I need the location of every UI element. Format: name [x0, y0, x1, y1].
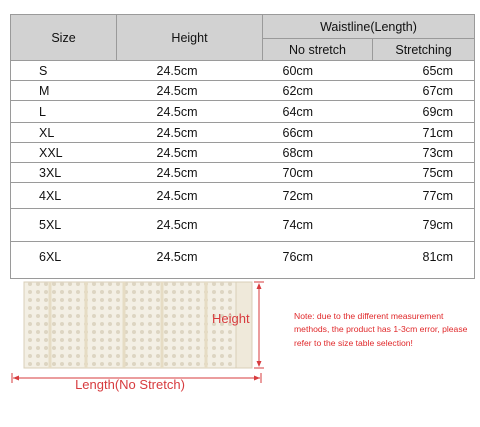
- no-stretch-cell: 60cm: [263, 61, 373, 81]
- size-table: [10, 14, 475, 279]
- product-illustration: [10, 280, 270, 390]
- no-stretch-cell: 74cm: [263, 209, 373, 242]
- size-cell: XXL: [11, 143, 117, 163]
- height-dimension-arrow: [254, 282, 264, 368]
- stretching-cell: 65cm: [373, 61, 475, 81]
- table-row: [11, 81, 475, 101]
- size-cell: M: [11, 81, 117, 101]
- height-cell: 24.5cm: [117, 61, 263, 81]
- height-cell: 24.5cm: [117, 242, 263, 279]
- table-row: [11, 101, 475, 123]
- waistline-header: Waistline(Length): [263, 15, 475, 39]
- no-stretch-cell: 68cm: [263, 143, 373, 163]
- stretching-cell: 73cm: [373, 143, 475, 163]
- height-cell: 24.5cm: [117, 101, 263, 123]
- height-cell: 24.5cm: [117, 143, 263, 163]
- stretching-cell: 77cm: [373, 183, 475, 209]
- size-cell: 3XL: [11, 163, 117, 183]
- size-cell: 4XL: [11, 183, 117, 209]
- no-stretch-cell: 70cm: [263, 163, 373, 183]
- table-row: [11, 163, 475, 183]
- height-cell: 24.5cm: [117, 123, 263, 143]
- height-dimension-label: Height: [212, 311, 250, 326]
- height-cell: 24.5cm: [117, 209, 263, 242]
- table-row: [11, 143, 475, 163]
- height-header: Height: [117, 15, 263, 61]
- height-cell: 24.5cm: [117, 81, 263, 101]
- stretching-cell: 79cm: [373, 209, 475, 242]
- table-row: [11, 209, 475, 242]
- table-row: [11, 242, 475, 279]
- size-cell: XL: [11, 123, 117, 143]
- table-row: [11, 61, 475, 81]
- no-stretch-cell: 72cm: [263, 183, 373, 209]
- height-cell: 24.5cm: [117, 163, 263, 183]
- no-stretch-cell: 62cm: [263, 81, 373, 101]
- stretching-header: Stretching: [373, 39, 475, 61]
- size-header: Size: [11, 15, 117, 61]
- stretching-cell: 67cm: [373, 81, 475, 101]
- height-cell: 24.5cm: [117, 183, 263, 209]
- size-cell: L: [11, 101, 117, 123]
- stretching-cell: 69cm: [373, 101, 475, 123]
- no-stretch-cell: 64cm: [263, 101, 373, 123]
- no-stretch-header: No stretch: [263, 39, 373, 61]
- size-cell: 5XL: [11, 209, 117, 242]
- length-dimension-label: Length(No Stretch): [75, 377, 185, 392]
- table-row: [11, 123, 475, 143]
- stretching-cell: 75cm: [373, 163, 475, 183]
- table-row: [11, 183, 475, 209]
- size-cell: S: [11, 61, 117, 81]
- stretching-cell: 71cm: [373, 123, 475, 143]
- stretching-cell: 81cm: [373, 242, 475, 279]
- measurement-note: Note: due to the different measurement methods, the product has 1-3cm error, please refer to the size table selection!: [294, 311, 468, 348]
- no-stretch-cell: 66cm: [263, 123, 373, 143]
- size-cell: 6XL: [11, 242, 117, 279]
- no-stretch-cell: 76cm: [263, 242, 373, 279]
